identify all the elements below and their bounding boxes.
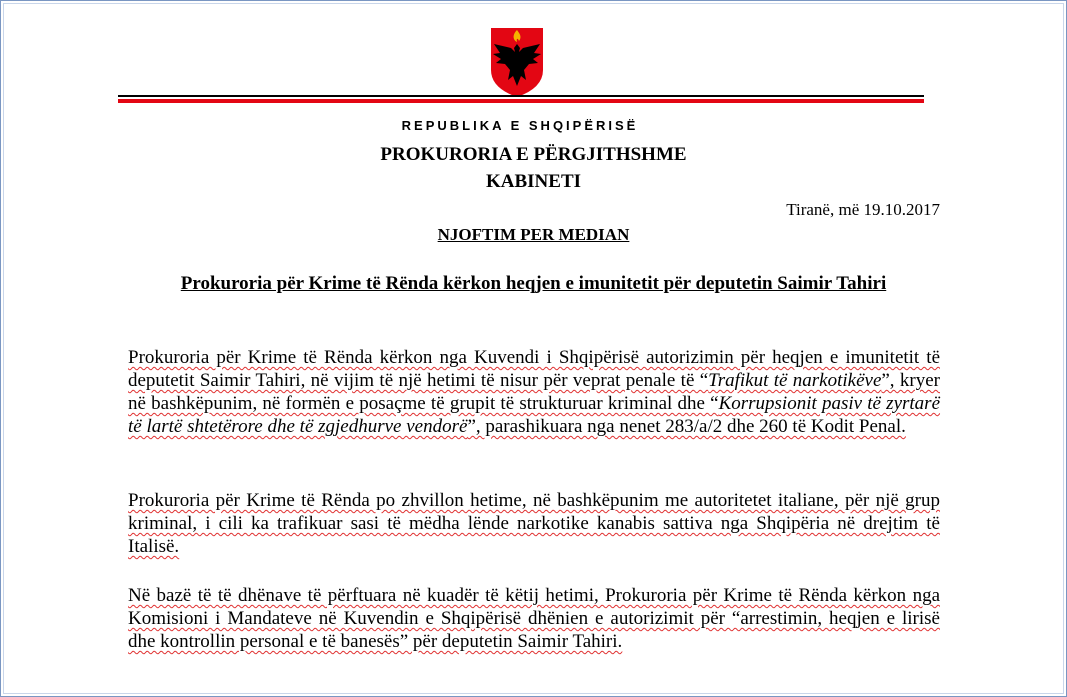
- paragraph-1: [128, 346, 940, 438]
- department-name: KABINETI: [485, 171, 582, 192]
- paragraph-3: Në bazë të të dhënave të përftuara në kuadër të këtij hetimi, Prokuroria për Krime të Rënda kërkon nga Komisioni i Mandateve në Kuvendin e Shqipërisë dhënien e autorizimit për “arrestimin, heqjen e lirisë dhe kontrollin personal e të banesës” për deputetin Saimir Tahiri.: [128, 585, 940, 652]
- paragraph-2: Prokuroria për Krime të Rënda po zhvillon hetime, në bashkëpunim me autoritetet italiane, për një grup kriminal, i cili ka trafikuar sasi të mëdha lënde narkotike kanabis sattiva nga Shqipëria në drejtim të Italisë.: [128, 490, 940, 557]
- country-name: REPUBLIKA E SHQIPËRISË: [401, 118, 639, 133]
- paragraph-1-text-a: Prokuroria për Krime të Rënda kërkon nga Kuvendi i Shqipërisë autorizimin për heqjen e imunitetit të deputetit Saimir Tahiri, në vijim të një hetimi të nisur për veprat penale të “: [128, 347, 940, 391]
- albanian-emblem-icon: [488, 26, 546, 98]
- paragraph-1-italic-a: Trafikut të narkotikëve: [708, 370, 882, 391]
- paragraph-1-italic-b: Korrupsionit pasiv të zyrtarë të lartë shtetërore dhe të zgjedhurve vendorë: [128, 393, 941, 437]
- agency-name: PROKURORIA E PËRGJITHSHME: [380, 144, 687, 165]
- paragraph-1-text-b: ”, kryer në bashkëpunim, në formën e posaçme të grupit të strukturuar kriminal dhe “: [128, 370, 940, 414]
- headline: Prokuroria për Krime të Rënda kërkon heqjen e imunitetit për deputetin Saimir Tahiri: [180, 273, 887, 294]
- notice-title: NJOFTIM PER MEDIAN: [437, 225, 630, 244]
- header-rule-red: [118, 99, 924, 103]
- paragraph-1-text-c: ”, parashikuara nga nenet 283/a/2 dhe 260 të Kodit Penal.: [467, 416, 906, 437]
- header-rule-black: [118, 95, 924, 97]
- document-date: Tiranë, më 19.10.2017: [786, 200, 940, 219]
